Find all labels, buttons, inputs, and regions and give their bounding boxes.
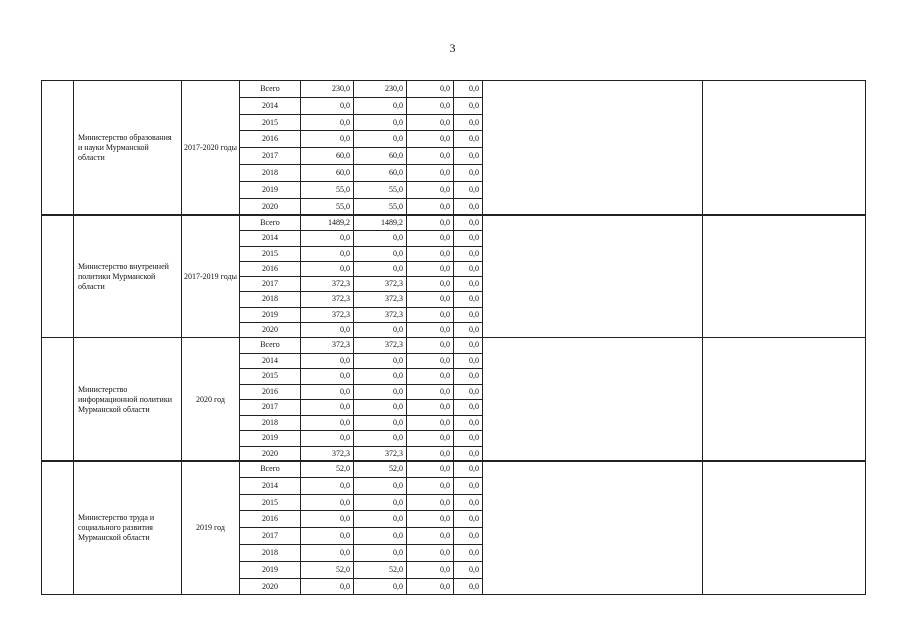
amount-cell-v2: 0,0 (354, 131, 407, 148)
amount-cell-v4: 0,0 (454, 131, 483, 148)
amount-cell-v2: 0,0 (354, 261, 407, 276)
empty-cell (703, 216, 866, 338)
amount-cell-v4: 0,0 (454, 148, 483, 165)
amount-cell-v3: 0,0 (407, 216, 454, 231)
amount-cell-v1: 0,0 (301, 369, 354, 385)
amount-cell-v1: 372,3 (301, 277, 354, 292)
amount-cell-v4: 0,0 (454, 246, 483, 261)
year-cell: 2019 (240, 431, 301, 447)
amount-cell-v4: 0,0 (454, 353, 483, 369)
amount-cell-v1: 0,0 (301, 477, 354, 494)
amount-cell-v1: 372,3 (301, 446, 354, 462)
year-cell: 2015 (240, 494, 301, 511)
amount-cell-v2: 372,3 (354, 446, 407, 462)
amount-cell-v2: 0,0 (354, 431, 407, 447)
amount-cell-v4: 0,0 (454, 415, 483, 431)
amount-cell-v3: 0,0 (407, 198, 454, 215)
amount-cell-v1: 0,0 (301, 494, 354, 511)
year-cell: 2014 (240, 353, 301, 369)
amount-cell-v2: 60,0 (354, 148, 407, 165)
amount-cell-v4: 0,0 (454, 384, 483, 400)
year-cell: 2020 (240, 578, 301, 595)
amount-cell-v1: 60,0 (301, 148, 354, 165)
amount-cell-v2: 372,3 (354, 307, 407, 322)
period-cell: 2019 год (182, 461, 240, 595)
amount-cell-v1: 55,0 (301, 181, 354, 198)
amount-cell-v4: 0,0 (454, 400, 483, 416)
amount-cell-v3: 0,0 (407, 511, 454, 528)
year-cell: 2018 (240, 292, 301, 307)
amount-cell-v4: 0,0 (454, 446, 483, 462)
index-cell (42, 216, 74, 338)
amount-cell-v4: 0,0 (454, 544, 483, 561)
amount-cell-v1: 230,0 (301, 81, 354, 98)
amount-cell-v3: 0,0 (407, 131, 454, 148)
amount-cell-v1: 55,0 (301, 198, 354, 215)
amount-cell-v2: 60,0 (354, 164, 407, 181)
amount-cell-v1: 0,0 (301, 353, 354, 369)
organization-cell: Министерство информационной политики Мурманской области (74, 338, 182, 462)
year-cell: 2014 (240, 231, 301, 246)
amount-cell-v3: 0,0 (407, 261, 454, 276)
amount-cell-v3: 0,0 (407, 114, 454, 131)
amount-cell-v1: 0,0 (301, 415, 354, 431)
amount-cell-v4: 0,0 (454, 277, 483, 292)
amount-cell-v1: 0,0 (301, 323, 354, 338)
amount-cell-v1: 60,0 (301, 164, 354, 181)
year-cell: 2016 (240, 511, 301, 528)
index-cell (42, 461, 74, 595)
amount-cell-v2: 55,0 (354, 181, 407, 198)
amount-cell-v2: 230,0 (354, 81, 407, 98)
amount-cell-v4: 0,0 (454, 578, 483, 595)
empty-cell (483, 216, 703, 338)
organization-cell: Министерство внутренней политики Мурманской области (74, 216, 182, 338)
amount-cell-v2: 0,0 (354, 114, 407, 131)
amount-cell-v2: 372,3 (354, 338, 407, 354)
period-cell: 2017-2019 годы (182, 216, 240, 338)
amount-cell-v4: 0,0 (454, 323, 483, 338)
agency-block (41, 460, 866, 595)
amount-cell-v2: 0,0 (354, 544, 407, 561)
amount-cell-v2: 0,0 (354, 578, 407, 595)
amount-cell-v4: 0,0 (454, 338, 483, 354)
year-cell: Всего (240, 461, 301, 478)
amount-cell-v3: 0,0 (407, 148, 454, 165)
amount-cell-v1: 0,0 (301, 511, 354, 528)
amount-cell-v1: 0,0 (301, 528, 354, 545)
amount-cell-v2: 372,3 (354, 292, 407, 307)
amount-cell-v1: 1489,2 (301, 216, 354, 231)
year-cell: 2017 (240, 528, 301, 545)
year-cell: Всего (240, 81, 301, 98)
amount-cell-v1: 0,0 (301, 384, 354, 400)
amount-cell-v1: 0,0 (301, 578, 354, 595)
amount-cell-v2: 0,0 (354, 528, 407, 545)
amount-cell-v1: 372,3 (301, 292, 354, 307)
amount-cell-v3: 0,0 (407, 353, 454, 369)
amount-cell-v3: 0,0 (407, 528, 454, 545)
amount-cell-v2: 55,0 (354, 198, 407, 215)
amount-cell-v2: 0,0 (354, 323, 407, 338)
amount-cell-v2: 372,3 (354, 277, 407, 292)
amount-cell-v2: 0,0 (354, 384, 407, 400)
amount-cell-v2: 0,0 (354, 353, 407, 369)
amount-cell-v4: 0,0 (454, 561, 483, 578)
amount-cell-v1: 0,0 (301, 431, 354, 447)
amount-cell-v2: 1489,2 (354, 216, 407, 231)
amount-cell-v4: 0,0 (454, 369, 483, 385)
amount-cell-v3: 0,0 (407, 81, 454, 98)
year-cell: 2014 (240, 97, 301, 114)
amount-cell-v3: 0,0 (407, 181, 454, 198)
amount-cell-v3: 0,0 (407, 246, 454, 261)
year-cell: 2016 (240, 261, 301, 276)
amount-cell-v3: 0,0 (407, 323, 454, 338)
period-cell: 2017-2020 годы (182, 81, 240, 215)
empty-cell (703, 338, 866, 462)
amount-cell-v4: 0,0 (454, 181, 483, 198)
amount-cell-v3: 0,0 (407, 431, 454, 447)
amount-cell-v3: 0,0 (407, 446, 454, 462)
amount-cell-v4: 0,0 (454, 81, 483, 98)
amount-cell-v3: 0,0 (407, 307, 454, 322)
year-cell: 2020 (240, 446, 301, 462)
table-row (42, 216, 866, 231)
empty-cell (483, 81, 703, 215)
amount-cell-v3: 0,0 (407, 561, 454, 578)
amount-cell-v3: 0,0 (407, 164, 454, 181)
amount-cell-v2: 0,0 (354, 400, 407, 416)
year-cell: 2015 (240, 246, 301, 261)
index-cell (42, 338, 74, 462)
organization-cell: Министерство труда и социального развития Мурманской области (74, 461, 182, 595)
agency-block (41, 215, 866, 338)
organization-cell: Министерство образования и науки Мурманской области (74, 81, 182, 215)
amount-cell-v1: 372,3 (301, 338, 354, 354)
year-cell: 2016 (240, 384, 301, 400)
empty-cell (703, 461, 866, 595)
amount-cell-v1: 0,0 (301, 114, 354, 131)
year-cell: 2020 (240, 323, 301, 338)
amount-cell-v4: 0,0 (454, 528, 483, 545)
table-row (42, 461, 866, 478)
year-cell: 2019 (240, 181, 301, 198)
year-cell: Всего (240, 216, 301, 231)
amount-cell-v4: 0,0 (454, 511, 483, 528)
amount-cell-v2: 0,0 (354, 477, 407, 494)
amount-cell-v3: 0,0 (407, 544, 454, 561)
year-cell: Всего (240, 338, 301, 354)
amount-cell-v3: 0,0 (407, 400, 454, 416)
amount-cell-v1: 0,0 (301, 246, 354, 261)
amount-cell-v2: 52,0 (354, 461, 407, 478)
amount-cell-v3: 0,0 (407, 277, 454, 292)
amount-cell-v3: 0,0 (407, 338, 454, 354)
amount-cell-v4: 0,0 (454, 477, 483, 494)
empty-cell (703, 81, 866, 215)
year-cell: 2017 (240, 400, 301, 416)
year-cell: 2019 (240, 307, 301, 322)
year-cell: 2018 (240, 415, 301, 431)
agency-block (41, 337, 866, 462)
amount-cell-v3: 0,0 (407, 231, 454, 246)
amount-cell-v1: 0,0 (301, 261, 354, 276)
year-cell: 2020 (240, 198, 301, 215)
amount-cell-v2: 0,0 (354, 494, 407, 511)
amount-cell-v4: 0,0 (454, 461, 483, 478)
index-cell (42, 81, 74, 215)
empty-cell (483, 461, 703, 595)
amount-cell-v4: 0,0 (454, 307, 483, 322)
amount-cell-v4: 0,0 (454, 97, 483, 114)
amount-cell-v3: 0,0 (407, 494, 454, 511)
amount-cell-v2: 0,0 (354, 415, 407, 431)
amount-cell-v4: 0,0 (454, 431, 483, 447)
amount-cell-v2: 0,0 (354, 246, 407, 261)
amount-cell-v2: 0,0 (354, 97, 407, 114)
amount-cell-v4: 0,0 (454, 231, 483, 246)
page-number: 3 (449, 41, 456, 55)
amount-cell-v3: 0,0 (407, 415, 454, 431)
year-cell: 2018 (240, 164, 301, 181)
amount-cell-v3: 0,0 (407, 477, 454, 494)
year-cell: 2017 (240, 148, 301, 165)
amount-cell-v4: 0,0 (454, 198, 483, 215)
year-cell: 2019 (240, 561, 301, 578)
amount-cell-v4: 0,0 (454, 164, 483, 181)
amount-cell-v3: 0,0 (407, 97, 454, 114)
amount-cell-v1: 372,3 (301, 307, 354, 322)
amount-cell-v3: 0,0 (407, 384, 454, 400)
empty-cell (483, 338, 703, 462)
amount-cell-v3: 0,0 (407, 578, 454, 595)
amount-cell-v4: 0,0 (454, 494, 483, 511)
amount-cell-v3: 0,0 (407, 292, 454, 307)
amount-cell-v2: 0,0 (354, 231, 407, 246)
amount-cell-v1: 0,0 (301, 231, 354, 246)
amount-cell-v1: 0,0 (301, 544, 354, 561)
year-cell: 2016 (240, 131, 301, 148)
amount-cell-v1: 52,0 (301, 561, 354, 578)
amount-cell-v2: 0,0 (354, 511, 407, 528)
amount-cell-v2: 52,0 (354, 561, 407, 578)
table-row (42, 81, 866, 98)
amount-cell-v4: 0,0 (454, 216, 483, 231)
amount-cell-v4: 0,0 (454, 292, 483, 307)
amount-cell-v1: 0,0 (301, 400, 354, 416)
amount-cell-v4: 0,0 (454, 114, 483, 131)
amount-cell-v4: 0,0 (454, 261, 483, 276)
amount-cell-v1: 52,0 (301, 461, 354, 478)
amount-cell-v1: 0,0 (301, 131, 354, 148)
agency-block (41, 80, 866, 215)
amount-cell-v1: 0,0 (301, 97, 354, 114)
table-row (42, 338, 866, 354)
year-cell: 2014 (240, 477, 301, 494)
amount-cell-v2: 0,0 (354, 369, 407, 385)
period-cell: 2020 год (182, 338, 240, 462)
year-cell: 2015 (240, 114, 301, 131)
year-cell: 2018 (240, 544, 301, 561)
year-cell: 2017 (240, 277, 301, 292)
amount-cell-v3: 0,0 (407, 369, 454, 385)
year-cell: 2015 (240, 369, 301, 385)
amount-cell-v3: 0,0 (407, 461, 454, 478)
